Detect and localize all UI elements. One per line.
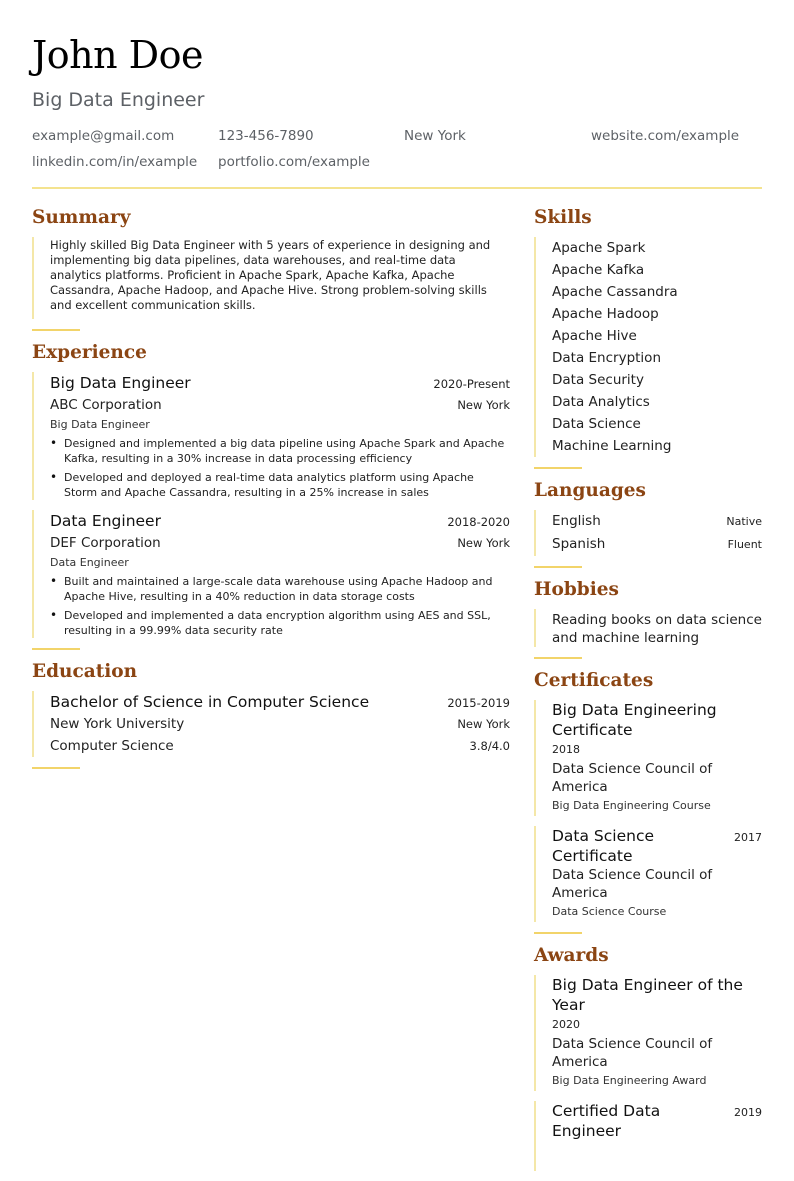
job-bullet: • Designed and implemented a big data pipeline using Apache Spark and Apache Kafka, resulting in a 30% increase in data processing efficiency — [50, 436, 510, 466]
job-bullet: • Built and maintained a large-scale data warehouse using Apache Hadoop and Apache Hive, resulting in a 40% reduction in data storage costs — [50, 574, 510, 604]
skill-item: Data Analytics — [552, 394, 650, 410]
certificate-entry — [534, 700, 762, 816]
hobbies-heading: Hobbies — [534, 579, 619, 600]
language-level: Fluent — [727, 538, 762, 551]
job-title: Data Engineer — [50, 512, 161, 530]
award-title: Big Data Engineer of the Year — [552, 976, 743, 1014]
skill-item: Apache Hive — [552, 328, 637, 344]
skill-item: Apache Cassandra — [552, 284, 678, 300]
language-name: Spanish — [552, 536, 606, 552]
languages-list — [534, 510, 762, 556]
job-bullets — [50, 436, 510, 500]
skill-item: Data Science — [552, 416, 641, 432]
certificate-entry — [534, 826, 762, 922]
candidate-name: John Doe — [32, 33, 203, 77]
award-title: Certified Data Engineer — [552, 1102, 661, 1140]
summary-heading: Summary — [32, 207, 131, 228]
skill-item: Apache Spark — [552, 240, 646, 256]
certificate-year: 2018 — [552, 743, 580, 756]
job-bullet: • Developed and deployed a real-time data analytics platform using Apache Storm and Apache Cassandra, resulting in a 25% increase in sales — [50, 470, 510, 500]
contact-linkedin[interactable]: linkedin.com/in/example — [32, 154, 198, 170]
award-year: 2019 — [734, 1106, 762, 1119]
summary-text: Highly skilled Big Data Engineer with 5 years of experience in designing and implementing big data pipelines, data warehouses, and real-time data analytics platforms. Proficient in Apache Spark, Apache Kafka, Apache Cassandra, Apache Hadoop, and Apache Hive. Strong problem-solving skills and excellent communication skills. — [50, 238, 491, 312]
contact-phone[interactable]: 123-456-7890 — [218, 128, 314, 144]
section-underline — [32, 767, 80, 769]
field-of-study: Computer Science — [50, 738, 174, 754]
hobbies-section — [534, 578, 762, 659]
summary-section — [32, 206, 510, 331]
skill-item: Apache Hadoop — [552, 306, 659, 322]
certificate-title: Big Data Engineering Certificate — [552, 701, 717, 739]
language-item — [552, 533, 762, 556]
awards-heading: Awards — [534, 945, 609, 966]
education-section — [32, 660, 510, 769]
skills-section — [534, 206, 762, 469]
hobby-text: Reading books on data science and machine learning — [552, 612, 762, 646]
skills-heading: Skills — [534, 207, 592, 228]
education-entry — [32, 691, 510, 757]
section-underline — [534, 467, 582, 469]
languages-section — [534, 479, 762, 568]
job-location: New York — [457, 398, 510, 412]
job-company: ABC Corporation — [50, 397, 162, 413]
section-underline — [534, 932, 582, 934]
job-company: DEF Corporation — [50, 535, 161, 551]
skills-list — [534, 237, 762, 457]
section-underline — [534, 657, 582, 659]
certificates-section — [534, 669, 762, 934]
experience-entry — [32, 510, 510, 638]
skill-item: Machine Learning — [552, 438, 672, 454]
job-role: Big Data Engineer — [50, 418, 150, 431]
job-bullets — [50, 574, 510, 638]
certificate-description: Data Science Course — [552, 905, 667, 918]
header-divider — [32, 187, 762, 189]
experience-entry — [32, 372, 510, 500]
award-year: 2020 — [552, 1018, 580, 1031]
section-underline — [534, 566, 582, 568]
left-column — [32, 206, 510, 779]
job-role: Data Engineer — [50, 556, 129, 569]
awards-section — [534, 944, 762, 1171]
award-description: Big Data Engineering Award — [552, 1074, 707, 1087]
certificates-heading: Certificates — [534, 670, 654, 691]
contact-portfolio[interactable]: portfolio.com/example — [218, 154, 370, 170]
experience-section — [32, 341, 510, 650]
skill-item: Apache Kafka — [552, 262, 645, 278]
award-entry — [534, 1101, 762, 1171]
languages-heading: Languages — [534, 480, 646, 501]
right-column — [534, 206, 762, 1181]
school: New York University — [50, 716, 185, 732]
section-underline — [32, 329, 80, 331]
job-dates: 2020-Present — [433, 377, 510, 391]
contact-website[interactable]: website.com/example — [591, 128, 740, 144]
skill-item: Data Security — [552, 372, 644, 388]
gpa: 3.8/4.0 — [469, 739, 510, 753]
summary-entry — [32, 237, 510, 319]
language-name: English — [552, 513, 601, 529]
school-location: New York — [457, 717, 510, 731]
education-dates: 2015-2019 — [447, 696, 510, 710]
certificate-issuer: Data Science Council of America — [552, 761, 713, 795]
award-entry — [534, 975, 762, 1091]
job-dates: 2018-2020 — [447, 515, 510, 529]
skill-item: Data Encryption — [552, 350, 662, 366]
language-item — [552, 510, 762, 533]
contact-email[interactable]: example@gmail.com — [32, 128, 175, 144]
candidate-title: Big Data Engineer — [32, 89, 205, 111]
section-underline — [32, 648, 80, 650]
hobbies-entry — [534, 609, 762, 647]
award-issuer: Data Science Council of America — [552, 1036, 713, 1070]
degree: Bachelor of Science in Computer Science — [50, 693, 370, 711]
certificate-issuer: Data Science Council of America — [552, 867, 713, 901]
certificate-description: Big Data Engineering Course — [552, 799, 711, 812]
language-level: Native — [726, 515, 762, 528]
job-location: New York — [457, 536, 510, 550]
education-heading: Education — [32, 661, 138, 682]
contact-location: New York — [404, 128, 466, 144]
certificate-title: Data Science Certificate — [552, 827, 655, 865]
job-title: Big Data Engineer — [50, 374, 191, 392]
job-bullet: • Developed and implemented a data encryption algorithm using AES and SSL, resulting in a 99.99% data security rate — [50, 608, 510, 638]
certificate-year: 2017 — [734, 831, 762, 844]
experience-heading: Experience — [32, 342, 147, 363]
